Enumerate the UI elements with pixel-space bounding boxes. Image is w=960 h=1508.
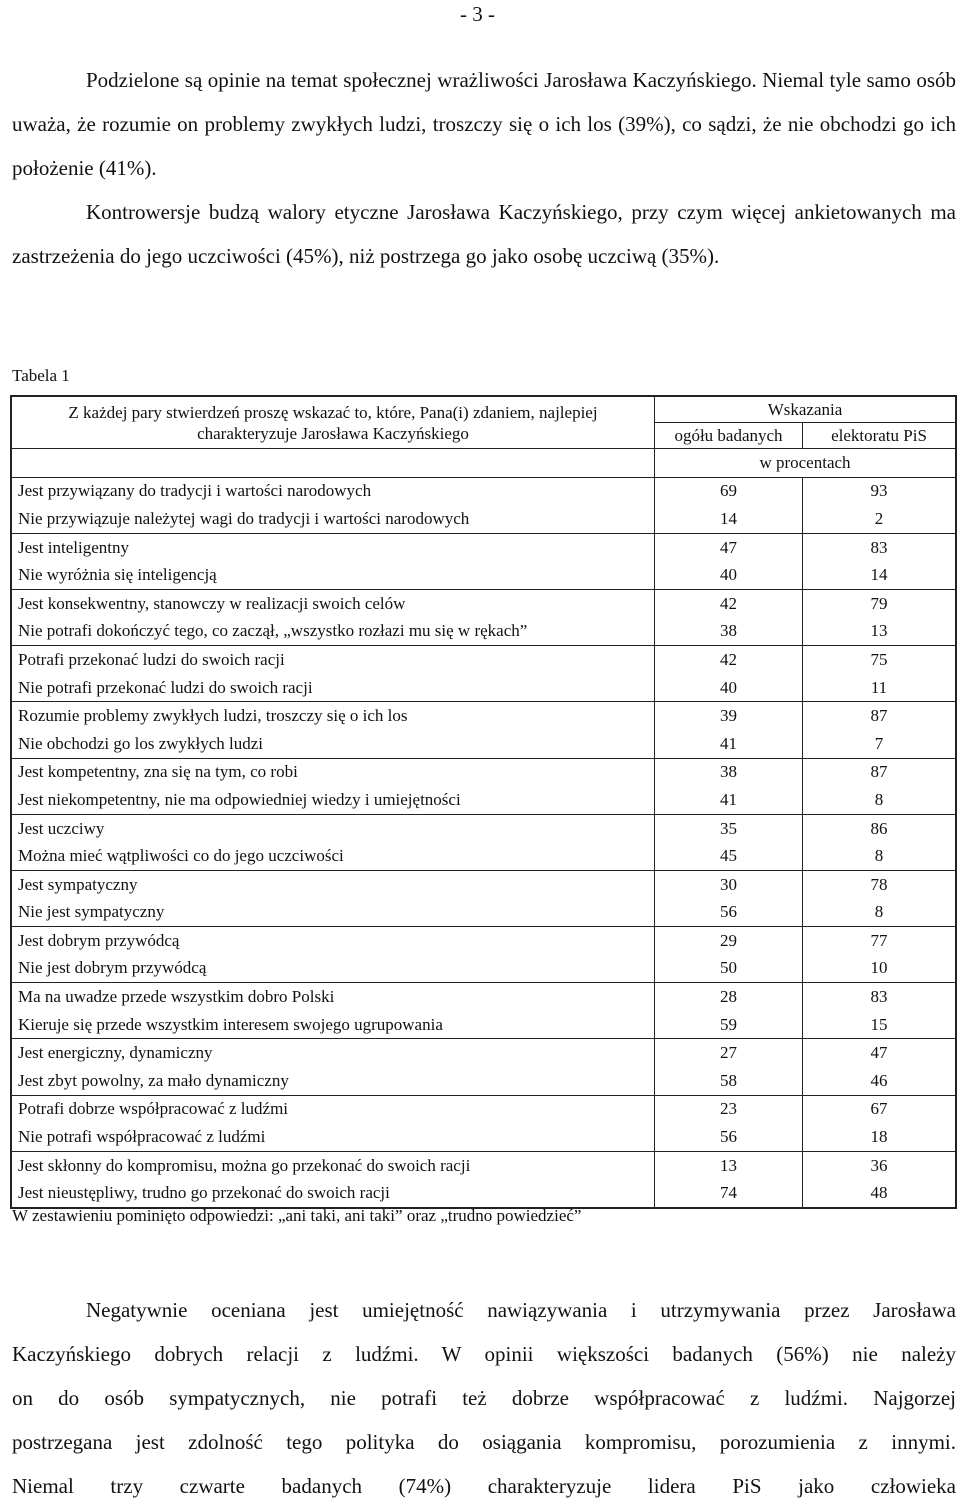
value-all: 41 [655, 786, 803, 814]
value-pis: 8 [803, 786, 957, 814]
value-all: 58 [655, 1067, 803, 1095]
table-row [11, 758, 956, 786]
value-all: 74 [655, 1179, 803, 1208]
paragraph-social-sensitivity [12, 58, 956, 190]
value-pis: 87 [803, 758, 957, 786]
value-all: 56 [655, 1123, 803, 1151]
paragraph-3-line: Niemal trzy czwarte badanych (74%) charakteryzuje lidera PiS jako człowieka [12, 1474, 956, 1498]
value-pis: 13 [803, 618, 957, 646]
table-row [11, 533, 956, 561]
value-pis: 67 [803, 1095, 957, 1123]
value-all: 69 [655, 477, 803, 505]
value-pis: 2 [803, 505, 957, 533]
row-label: Nie obchodzi go los zwykłych ludzi [11, 730, 655, 758]
value-pis: 11 [803, 674, 957, 702]
row-label: Ma na uwadze przede wszystkim dobro Polski [18, 987, 335, 1007]
value-all: 42 [655, 646, 803, 674]
value-pis: 15 [803, 1011, 957, 1039]
value-pis: 47 [803, 1039, 957, 1067]
table-row [11, 786, 956, 814]
table-row [11, 730, 956, 758]
row-label: Można mieć wątpliwości co do jego uczciwości [11, 842, 655, 870]
table-row [11, 927, 956, 955]
row-label: Nie potrafi współpracować z ludźmi [11, 1123, 655, 1151]
table-header-group: Wskazania [655, 396, 957, 423]
table-unit-header: w procentach [655, 449, 957, 478]
row-label: Jest przywiązany do tradycji i wartości narodowych [18, 481, 372, 501]
value-pis: 36 [803, 1151, 957, 1179]
value-all: 41 [655, 730, 803, 758]
row-label: Jest skłonny do kompromisu, można go przekonać do swoich racji [18, 1155, 471, 1175]
row-label: Jest inteligentny [18, 537, 129, 557]
value-all: 30 [655, 870, 803, 898]
paragraph-3-line: postrzegana jest zdolność tego polityka do osiągania kompromisu, porozumienia z innymi. [12, 1430, 956, 1454]
row-label: Kieruje się przede wszystkim interesem swojego ugrupowania [11, 1011, 655, 1039]
table-row [11, 505, 956, 533]
opinion-table [10, 395, 957, 1209]
table-row [11, 561, 956, 589]
row-label: Nie jest dobrym przywódcą [11, 955, 655, 983]
table-row [11, 477, 956, 505]
value-pis: 7 [803, 730, 957, 758]
paragraph-2-text: Kontrowersje budzą walory etyczne Jarosława Kaczyńskiego, przy czym więcej ankietowanych ma zastrzeżenia do jego uczciwości (45%), niż postrzega go jako osobę uczciwą (35%). [12, 200, 956, 268]
paragraph-1-text: Podzielone są opinie na temat społecznej wrażliwości Jarosława Kaczyńskiego. Niemal tyle samo osób uważa, że rozumie on problemy zwykłych ludzi, troszczy się o ich los (39%), co sądzi, że nie obchodzi go ich położenie (41%). [12, 68, 956, 180]
table-row [11, 955, 956, 983]
value-all: 50 [655, 955, 803, 983]
value-all: 40 [655, 674, 803, 702]
header-spacer [11, 449, 655, 478]
row-label: Jest sympatyczny [18, 874, 138, 894]
table-footnote: W zestawieniu pominięto odpowiedzi: „ani taki, ani taki” oraz „trudno powiedzieć” [12, 1206, 582, 1225]
table-row [11, 983, 956, 1011]
value-pis: 8 [803, 842, 957, 870]
value-all: 38 [655, 618, 803, 646]
value-pis: 18 [803, 1123, 957, 1151]
table-row [11, 702, 956, 730]
table-row [11, 1179, 956, 1208]
table-row [11, 1067, 956, 1095]
value-pis: 77 [803, 927, 957, 955]
value-pis: 48 [803, 1179, 957, 1208]
value-all: 45 [655, 842, 803, 870]
row-label: Jest dobrym przywódcą [18, 930, 180, 950]
value-pis: 86 [803, 814, 957, 842]
value-pis: 78 [803, 870, 957, 898]
value-all: 42 [655, 589, 803, 617]
paragraph-3-line: Kaczyńskiego dobrych relacji z ludźmi. W opinii większości badanych (56%) nie należy [12, 1342, 956, 1366]
value-pis: 10 [803, 955, 957, 983]
value-pis: 46 [803, 1067, 957, 1095]
table-row [11, 814, 956, 842]
paragraph-ethics [12, 190, 956, 278]
row-label: Rozumie problemy zwykłych ludzi, troszczy się o ich los [18, 706, 408, 726]
row-label: Potrafi przekonać ludzi do swoich racji [18, 649, 285, 669]
column-header-all: ogółu badanych [655, 423, 803, 449]
row-label: Jest nieustępliwy, trudno go przekonać do swoich racji [11, 1179, 655, 1208]
value-pis: 87 [803, 702, 957, 730]
value-all: 14 [655, 505, 803, 533]
row-label: Nie potrafi przekonać ludzi do swoich racji [11, 674, 655, 702]
row-label: Jest kompetentny, zna się na tym, co robi [18, 762, 298, 782]
value-all: 29 [655, 927, 803, 955]
table-row [11, 1151, 956, 1179]
value-pis: 83 [803, 533, 957, 561]
value-all: 59 [655, 1011, 803, 1039]
value-all: 39 [655, 702, 803, 730]
value-pis: 14 [803, 561, 957, 589]
paragraph-3-row [12, 1420, 956, 1464]
value-all: 56 [655, 899, 803, 927]
value-pis: 75 [803, 646, 957, 674]
value-pis: 79 [803, 589, 957, 617]
paragraph-3-row [12, 1464, 956, 1508]
row-label: Jest energiczny, dynamiczny [18, 1043, 213, 1063]
column-header-pis: elektoratu PiS [803, 423, 957, 449]
row-label: Potrafi dobrze współpracować z ludźmi [18, 1099, 289, 1119]
row-label: Nie przywiązuje należytej wagi do tradycji i wartości narodowych [11, 505, 655, 533]
value-pis: 93 [803, 477, 957, 505]
value-all: 47 [655, 533, 803, 561]
table-row [11, 618, 956, 646]
table-row [11, 646, 956, 674]
table-row [11, 1039, 956, 1067]
table-row [11, 899, 956, 927]
value-pis: 83 [803, 983, 957, 1011]
table-caption: Tabela 1 [12, 366, 70, 385]
paragraph-3-row [12, 1288, 956, 1332]
value-all: 35 [655, 814, 803, 842]
table-row [11, 674, 956, 702]
value-all: 23 [655, 1095, 803, 1123]
value-all: 38 [655, 758, 803, 786]
value-all: 40 [655, 561, 803, 589]
table-row [11, 870, 956, 898]
row-label: Nie potrafi dokończyć tego, co zaczął, „wszystko rozłazi mu się w rękach” [11, 618, 655, 646]
paragraph-3-line: Negatywnie oceniana jest umiejętność nawiązywania i utrzymywania przez Jarosława [86, 1298, 956, 1322]
paragraph-3-line: on do osób sympatycznych, nie potrafi też dobrze współpracować z ludźmi. Najgorzej [12, 1386, 956, 1410]
row-label: Nie jest sympatyczny [11, 899, 655, 927]
paragraph-3-row [12, 1376, 956, 1420]
table-row [11, 589, 956, 617]
paragraph-3-row [12, 1332, 956, 1376]
table-row [11, 1123, 956, 1151]
row-label: Jest konsekwentny, stanowczy w realizacji swoich celów [18, 593, 406, 613]
row-label: Jest niekompetentny, nie ma odpowiedniej wiedzy i umiejętności [11, 786, 655, 814]
table-row [11, 1095, 956, 1123]
row-label: Nie wyróżnia się inteligencją [11, 561, 655, 589]
paragraph-relations [12, 1288, 956, 1508]
value-all: 27 [655, 1039, 803, 1067]
value-pis: 8 [803, 899, 957, 927]
value-all: 28 [655, 983, 803, 1011]
page-number: - 3 - [460, 2, 495, 26]
table-row [11, 1011, 956, 1039]
value-all: 13 [655, 1151, 803, 1179]
table-question-header: Z każdej pary stwierdzeń proszę wskazać to, które, Pana(i) zdaniem, najlepiej charakteryzuje Jarosława Kaczyńskiego [11, 396, 655, 449]
row-label: Jest zbyt powolny, za mało dynamiczny [11, 1067, 655, 1095]
table-row [11, 842, 956, 870]
row-label: Jest uczciwy [18, 818, 105, 838]
